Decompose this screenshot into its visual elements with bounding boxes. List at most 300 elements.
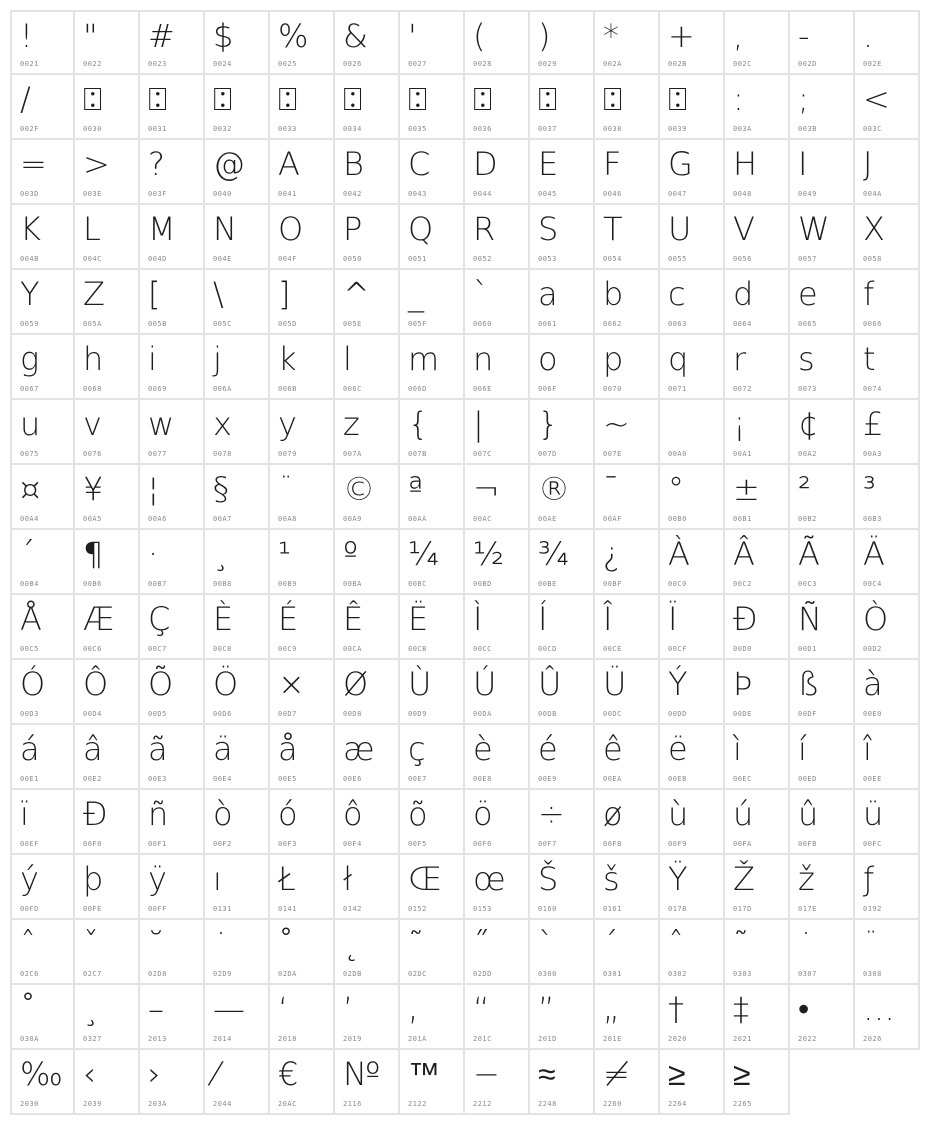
codepoint-label: 005C [213, 320, 232, 328]
glyph-cell [75, 595, 140, 660]
codepoint-label: 0307 [798, 970, 817, 978]
glyph-grid [10, 10, 920, 1115]
glyph-cell [725, 985, 790, 1050]
codepoint-label: 00A4 [20, 515, 39, 523]
glyph-cell [790, 335, 855, 400]
codepoint-label: 00F1 [148, 840, 167, 848]
codepoint-label: 0022 [83, 60, 102, 68]
glyph-sample: Â [733, 535, 755, 573]
codepoint-label: 00F7 [538, 840, 557, 848]
glyph-cell [790, 790, 855, 855]
glyph-cell [205, 1050, 270, 1115]
glyph-sample: m [408, 340, 440, 378]
codepoint-label: 00B9 [278, 580, 297, 588]
codepoint-label: 00DB [538, 710, 557, 718]
codepoint-label: 0160 [538, 905, 557, 913]
glyph-cell [660, 920, 725, 985]
glyph-sample: © [343, 470, 375, 508]
glyph-cell [530, 465, 595, 530]
codepoint-label: 0064 [733, 320, 752, 328]
codepoint-label: 00C5 [20, 645, 39, 653]
glyph-sample: ¨ [278, 470, 294, 508]
codepoint-label: 0303 [733, 970, 752, 978]
codepoint-label: 007A [343, 450, 362, 458]
glyph-sample: ˋ [538, 925, 554, 963]
glyph-cell [205, 270, 270, 335]
codepoint-label: 00CA [343, 645, 362, 653]
glyph-cell [335, 465, 400, 530]
glyph-sample: ? [148, 145, 165, 183]
glyph-cell [400, 1050, 465, 1115]
codepoint-label: 201A [408, 1035, 427, 1043]
glyph-cell [855, 920, 920, 985]
glyph-sample: ˙ [798, 925, 814, 963]
codepoint-label: 017E [798, 905, 817, 913]
glyph-sample: Ž [733, 860, 755, 898]
missing-glyph-icon: ⍠ [538, 80, 558, 118]
glyph-cell [465, 790, 530, 855]
glyph-sample: ¹ [278, 535, 291, 573]
codepoint-label: 004A [863, 190, 882, 198]
glyph-cell [465, 855, 530, 920]
glyph-cell [140, 855, 205, 920]
glyph-sample: å [278, 730, 298, 768]
codepoint-label: 00A0 [668, 450, 687, 458]
codepoint-label: 00DA [473, 710, 492, 718]
glyph-cell [400, 855, 465, 920]
codepoint-label: 00B1 [733, 515, 752, 523]
codepoint-label: 0061 [538, 320, 557, 328]
codepoint-label: 00E9 [538, 775, 557, 783]
codepoint-label: 00CE [603, 645, 622, 653]
codepoint-label: 00BD [473, 580, 492, 588]
glyph-cell [140, 465, 205, 530]
codepoint-label: 00FA [733, 840, 752, 848]
glyph-cell [855, 530, 920, 595]
glyph-sample: ò [213, 795, 233, 833]
glyph-sample: \ [213, 275, 224, 313]
codepoint-label: 006A [213, 385, 232, 393]
codepoint-label: 0178 [668, 905, 687, 913]
codepoint-label: 00DD [668, 710, 687, 718]
codepoint-label: 0050 [343, 255, 362, 263]
glyph-sample: ˜ [733, 925, 749, 963]
missing-glyph-icon: ⍠ [343, 80, 363, 118]
glyph-cell [855, 270, 920, 335]
glyph-sample: Ð [733, 600, 758, 638]
glyph-sample: Ü [603, 665, 627, 703]
codepoint-label: 002E [863, 60, 882, 68]
codepoint-label: 2014 [213, 1035, 232, 1043]
glyph-sample: ê [603, 730, 623, 768]
glyph-sample: € [278, 1055, 299, 1093]
glyph-sample: “ [473, 990, 490, 1028]
glyph-cell [270, 400, 335, 465]
glyph-sample: ˝ [473, 925, 489, 963]
glyph-sample: ¡ [733, 405, 746, 443]
codepoint-label: 00AC [473, 515, 492, 523]
missing-glyph-icon: ⍠ [408, 80, 428, 118]
glyph-cell [725, 270, 790, 335]
codepoint-label: 00BF [603, 580, 622, 588]
glyph-cell [400, 595, 465, 660]
codepoint-label: 003C [863, 125, 882, 133]
glyph-cell [465, 985, 530, 1050]
glyph-sample: ı [213, 860, 222, 898]
glyph-sample: £ [863, 405, 884, 443]
codepoint-label: 00EA [603, 775, 622, 783]
glyph-sample: * [603, 17, 619, 55]
codepoint-label: 006D [408, 385, 427, 393]
glyph-cell [595, 335, 660, 400]
codepoint-label: 00E3 [148, 775, 167, 783]
glyph-cell [270, 140, 335, 205]
glyph-cell [10, 595, 75, 660]
glyph-cell [465, 400, 530, 465]
codepoint-label: 00E4 [213, 775, 232, 783]
codepoint-label: 00BA [343, 580, 362, 588]
glyph-sample: w [148, 405, 175, 443]
glyph-cell [400, 335, 465, 400]
glyph-sample: B [343, 145, 364, 183]
glyph-sample: æ [343, 730, 375, 768]
glyph-cell [75, 660, 140, 725]
codepoint-label: 002B [668, 60, 687, 68]
glyph-sample: ¦ [148, 470, 159, 508]
codepoint-label: 00FB [798, 840, 817, 848]
codepoint-label: 0152 [408, 905, 427, 913]
glyph-cell [75, 270, 140, 335]
glyph-cell [790, 465, 855, 530]
glyph-cell [270, 855, 335, 920]
glyph-sample: u [20, 405, 41, 443]
codepoint-label: 00B3 [863, 515, 882, 523]
glyph-cell [270, 1050, 335, 1115]
glyph-sample: × [278, 665, 305, 703]
glyph-sample: ï [20, 795, 29, 833]
glyph-cell [465, 595, 530, 660]
glyph-sample: ¤ [20, 470, 41, 508]
glyph-sample: ‰ [20, 1055, 63, 1093]
glyph-cell [205, 855, 270, 920]
glyph-cell [205, 205, 270, 270]
glyph-sample: V [733, 210, 755, 248]
glyph-cell [725, 790, 790, 855]
glyph-cell [10, 205, 75, 270]
glyph-sample: k [278, 340, 297, 378]
glyph-sample: ł [343, 860, 353, 898]
glyph-cell [530, 75, 595, 140]
glyph-cell [660, 465, 725, 530]
codepoint-label: 0072 [733, 385, 752, 393]
glyph-sample: S [538, 210, 559, 248]
codepoint-label: 00EE [863, 775, 882, 783]
glyph-cell [660, 270, 725, 335]
codepoint-label: 004D [148, 255, 167, 263]
codepoint-label: 002C [733, 60, 752, 68]
codepoint-label: 02D9 [213, 970, 232, 978]
glyph-sample: Ì [473, 600, 483, 638]
glyph-cell [75, 335, 140, 400]
glyph-sample: { [408, 405, 429, 443]
codepoint-label: 00CD [538, 645, 557, 653]
codepoint-label: 0079 [278, 450, 297, 458]
codepoint-label: 00E8 [473, 775, 492, 783]
glyph-cell [790, 985, 855, 1050]
codepoint-label: 02DC [408, 970, 427, 978]
codepoint-label: 00FC [863, 840, 882, 848]
glyph-sample: ³ [863, 470, 876, 508]
glyph-cell [400, 790, 465, 855]
glyph-sample: Ł [278, 860, 296, 898]
glyph-sample: ¶ [83, 535, 104, 573]
codepoint-label: 00D8 [343, 710, 362, 718]
glyph-sample: p [603, 340, 624, 378]
glyph-sample: O [278, 210, 304, 248]
glyph-sample: / [20, 80, 31, 118]
glyph-cell [335, 660, 400, 725]
codepoint-label: 0044 [473, 190, 492, 198]
glyph-sample: ÷ [538, 795, 565, 833]
glyph-cell [725, 530, 790, 595]
codepoint-label: 0042 [343, 190, 362, 198]
glyph-cell [335, 1050, 400, 1115]
glyph-cell [725, 1050, 790, 1115]
glyph-sample: Q [408, 210, 434, 248]
glyph-sample: Đ [83, 795, 108, 833]
codepoint-label: 017D [733, 905, 752, 913]
codepoint-label: 2264 [668, 1100, 687, 1108]
glyph-sample: - [798, 17, 810, 55]
glyph-sample: › [148, 1055, 161, 1093]
glyph-sample: A [278, 145, 300, 183]
glyph-cell [465, 270, 530, 335]
codepoint-label: 00A2 [798, 450, 817, 458]
glyph-sample: ô [343, 795, 363, 833]
codepoint-label: 00C3 [798, 580, 817, 588]
glyph-sample: À [668, 535, 690, 573]
codepoint-label: 201E [603, 1035, 622, 1043]
glyph-cell [270, 985, 335, 1050]
codepoint-label: 2026 [863, 1035, 882, 1043]
codepoint-label: 0036 [473, 125, 492, 133]
glyph-sample: ’ [343, 990, 354, 1028]
codepoint-label: 0038 [603, 125, 622, 133]
glyph-sample: . [863, 17, 874, 55]
glyph-sample: ˇ [83, 925, 99, 963]
codepoint-label: 0076 [83, 450, 102, 458]
glyph-cell [595, 10, 660, 75]
glyph-cell [790, 205, 855, 270]
glyph-sample: – [148, 990, 164, 1028]
codepoint-label: 00A5 [83, 515, 102, 523]
glyph-sample: Ë [408, 600, 429, 638]
glyph-cell [465, 335, 530, 400]
glyph-sample: ( [473, 17, 486, 55]
glyph-sample: ž [798, 860, 815, 898]
codepoint-label: 00F5 [408, 840, 427, 848]
glyph-cell [595, 725, 660, 790]
glyph-cell [335, 985, 400, 1050]
codepoint-label: 00AF [603, 515, 622, 523]
glyph-sample: œ [473, 860, 506, 898]
codepoint-label: 203A [148, 1100, 167, 1108]
codepoint-label: 0308 [863, 970, 882, 978]
glyph-cell [855, 140, 920, 205]
glyph-sample: & [343, 17, 368, 55]
codepoint-label: 00D7 [278, 710, 297, 718]
glyph-cell [205, 920, 270, 985]
glyph-sample: ® [538, 470, 570, 508]
glyph-cell [75, 920, 140, 985]
codepoint-label: 00FF [148, 905, 167, 913]
glyph-cell [335, 335, 400, 400]
codepoint-label: 004F [278, 255, 297, 263]
codepoint-label: 201C [473, 1035, 492, 1043]
codepoint-label: 004E [213, 255, 232, 263]
glyph-sample: f [863, 275, 875, 313]
glyph-sample: ë [668, 730, 688, 768]
glyph-cell [595, 660, 660, 725]
glyph-sample: = [20, 145, 47, 183]
glyph-sample: í [798, 730, 807, 768]
glyph-cell [140, 790, 205, 855]
codepoint-label: 2019 [343, 1035, 362, 1043]
glyph-sample: ø [603, 795, 623, 833]
codepoint-label: 00A1 [733, 450, 752, 458]
codepoint-label: 003B [798, 125, 817, 133]
glyph-cell [530, 660, 595, 725]
codepoint-label: 005E [343, 320, 362, 328]
glyph-cell [465, 1050, 530, 1115]
glyph-sample: ù [668, 795, 689, 833]
codepoint-label: 20AC [278, 1100, 297, 1108]
glyph-cell [335, 725, 400, 790]
codepoint-label: 02DB [343, 970, 362, 978]
glyph-sample: < [863, 80, 890, 118]
codepoint-label: 00E1 [20, 775, 39, 783]
glyph-cell [75, 140, 140, 205]
glyph-cell [400, 400, 465, 465]
codepoint-label: 0302 [668, 970, 687, 978]
codepoint-label: 00C9 [278, 645, 297, 653]
glyph-sample: ` [473, 275, 489, 313]
glyph-cell [790, 270, 855, 335]
codepoint-label: 0070 [603, 385, 622, 393]
codepoint-label: 007E [603, 450, 622, 458]
codepoint-label: 0051 [408, 255, 427, 263]
glyph-sample: ý [20, 860, 39, 898]
glyph-sample: ó [278, 795, 298, 833]
glyph-sample: ¿ [603, 535, 621, 573]
glyph-sample: n [473, 340, 494, 378]
glyph-cell [270, 920, 335, 985]
codepoint-label: 0153 [473, 905, 492, 913]
codepoint-label: 00E5 [278, 775, 297, 783]
glyph-cell [465, 465, 530, 530]
codepoint-label: 00A8 [278, 515, 297, 523]
glyph-cell [140, 920, 205, 985]
glyph-sample: Û [538, 665, 562, 703]
glyph-cell [270, 595, 335, 660]
glyph-sample: L [83, 210, 101, 248]
codepoint-label: 00EC [733, 775, 752, 783]
glyph-cell [140, 335, 205, 400]
glyph-cell [140, 595, 205, 660]
codepoint-label: 0032 [213, 125, 232, 133]
glyph-cell [140, 725, 205, 790]
codepoint-label: 0033 [278, 125, 297, 133]
glyph-sample: ¥ [83, 470, 104, 508]
glyph-sample: ) [538, 17, 551, 55]
glyph-cell [595, 985, 660, 1050]
glyph-cell [595, 75, 660, 140]
codepoint-label: 00C7 [148, 645, 167, 653]
glyph-sample: N [213, 210, 237, 248]
codepoint-label: 0021 [20, 60, 39, 68]
codepoint-label: 006C [343, 385, 362, 393]
codepoint-label: 00DE [733, 710, 752, 718]
glyph-cell [595, 530, 660, 595]
glyph-cell [660, 335, 725, 400]
glyph-sample: " [83, 17, 98, 55]
codepoint-label: 0043 [408, 190, 427, 198]
codepoint-label: 0031 [148, 125, 167, 133]
glyph-cell [530, 140, 595, 205]
glyph-cell [205, 335, 270, 400]
glyph-cell [725, 465, 790, 530]
codepoint-label: 00D3 [20, 710, 39, 718]
glyph-sample: I [798, 145, 808, 183]
glyph-cell [855, 855, 920, 920]
glyph-sample: â [83, 730, 103, 768]
glyph-sample: Y [20, 275, 40, 313]
glyph-sample: Þ [733, 665, 753, 703]
glyph-cell [530, 725, 595, 790]
glyph-sample: ‡ [733, 990, 749, 1028]
glyph-sample: + [668, 17, 695, 55]
glyph-cell [530, 335, 595, 400]
codepoint-label: 00F4 [343, 840, 362, 848]
glyph-sample: ˙ [213, 925, 229, 963]
codepoint-label: 0055 [668, 255, 687, 263]
codepoint-label: 0301 [603, 970, 622, 978]
glyph-cell [725, 920, 790, 985]
glyph-cell [75, 790, 140, 855]
glyph-sample: P [343, 210, 363, 248]
codepoint-label: 0040 [213, 190, 232, 198]
glyph-cell [595, 465, 660, 530]
glyph-cell [595, 1050, 660, 1115]
glyph-cell [140, 75, 205, 140]
glyph-sample: ñ [148, 795, 169, 833]
glyph-sample: ≠ [603, 1055, 630, 1093]
codepoint-label: 2248 [538, 1100, 557, 1108]
glyph-sample: ‚ [408, 990, 419, 1028]
glyph-sample: } [538, 405, 559, 443]
codepoint-label: 0047 [668, 190, 687, 198]
codepoint-label: 0045 [538, 190, 557, 198]
glyph-sample: i [148, 340, 157, 378]
codepoint-label: 0300 [538, 970, 557, 978]
glyph-cell [10, 920, 75, 985]
glyph-sample: Ú [473, 665, 497, 703]
glyph-cell [660, 400, 725, 465]
glyph-cell [270, 660, 335, 725]
codepoint-label: 0023 [148, 60, 167, 68]
codepoint-label: 005F [408, 320, 427, 328]
glyph-sample: ~ [603, 405, 630, 443]
